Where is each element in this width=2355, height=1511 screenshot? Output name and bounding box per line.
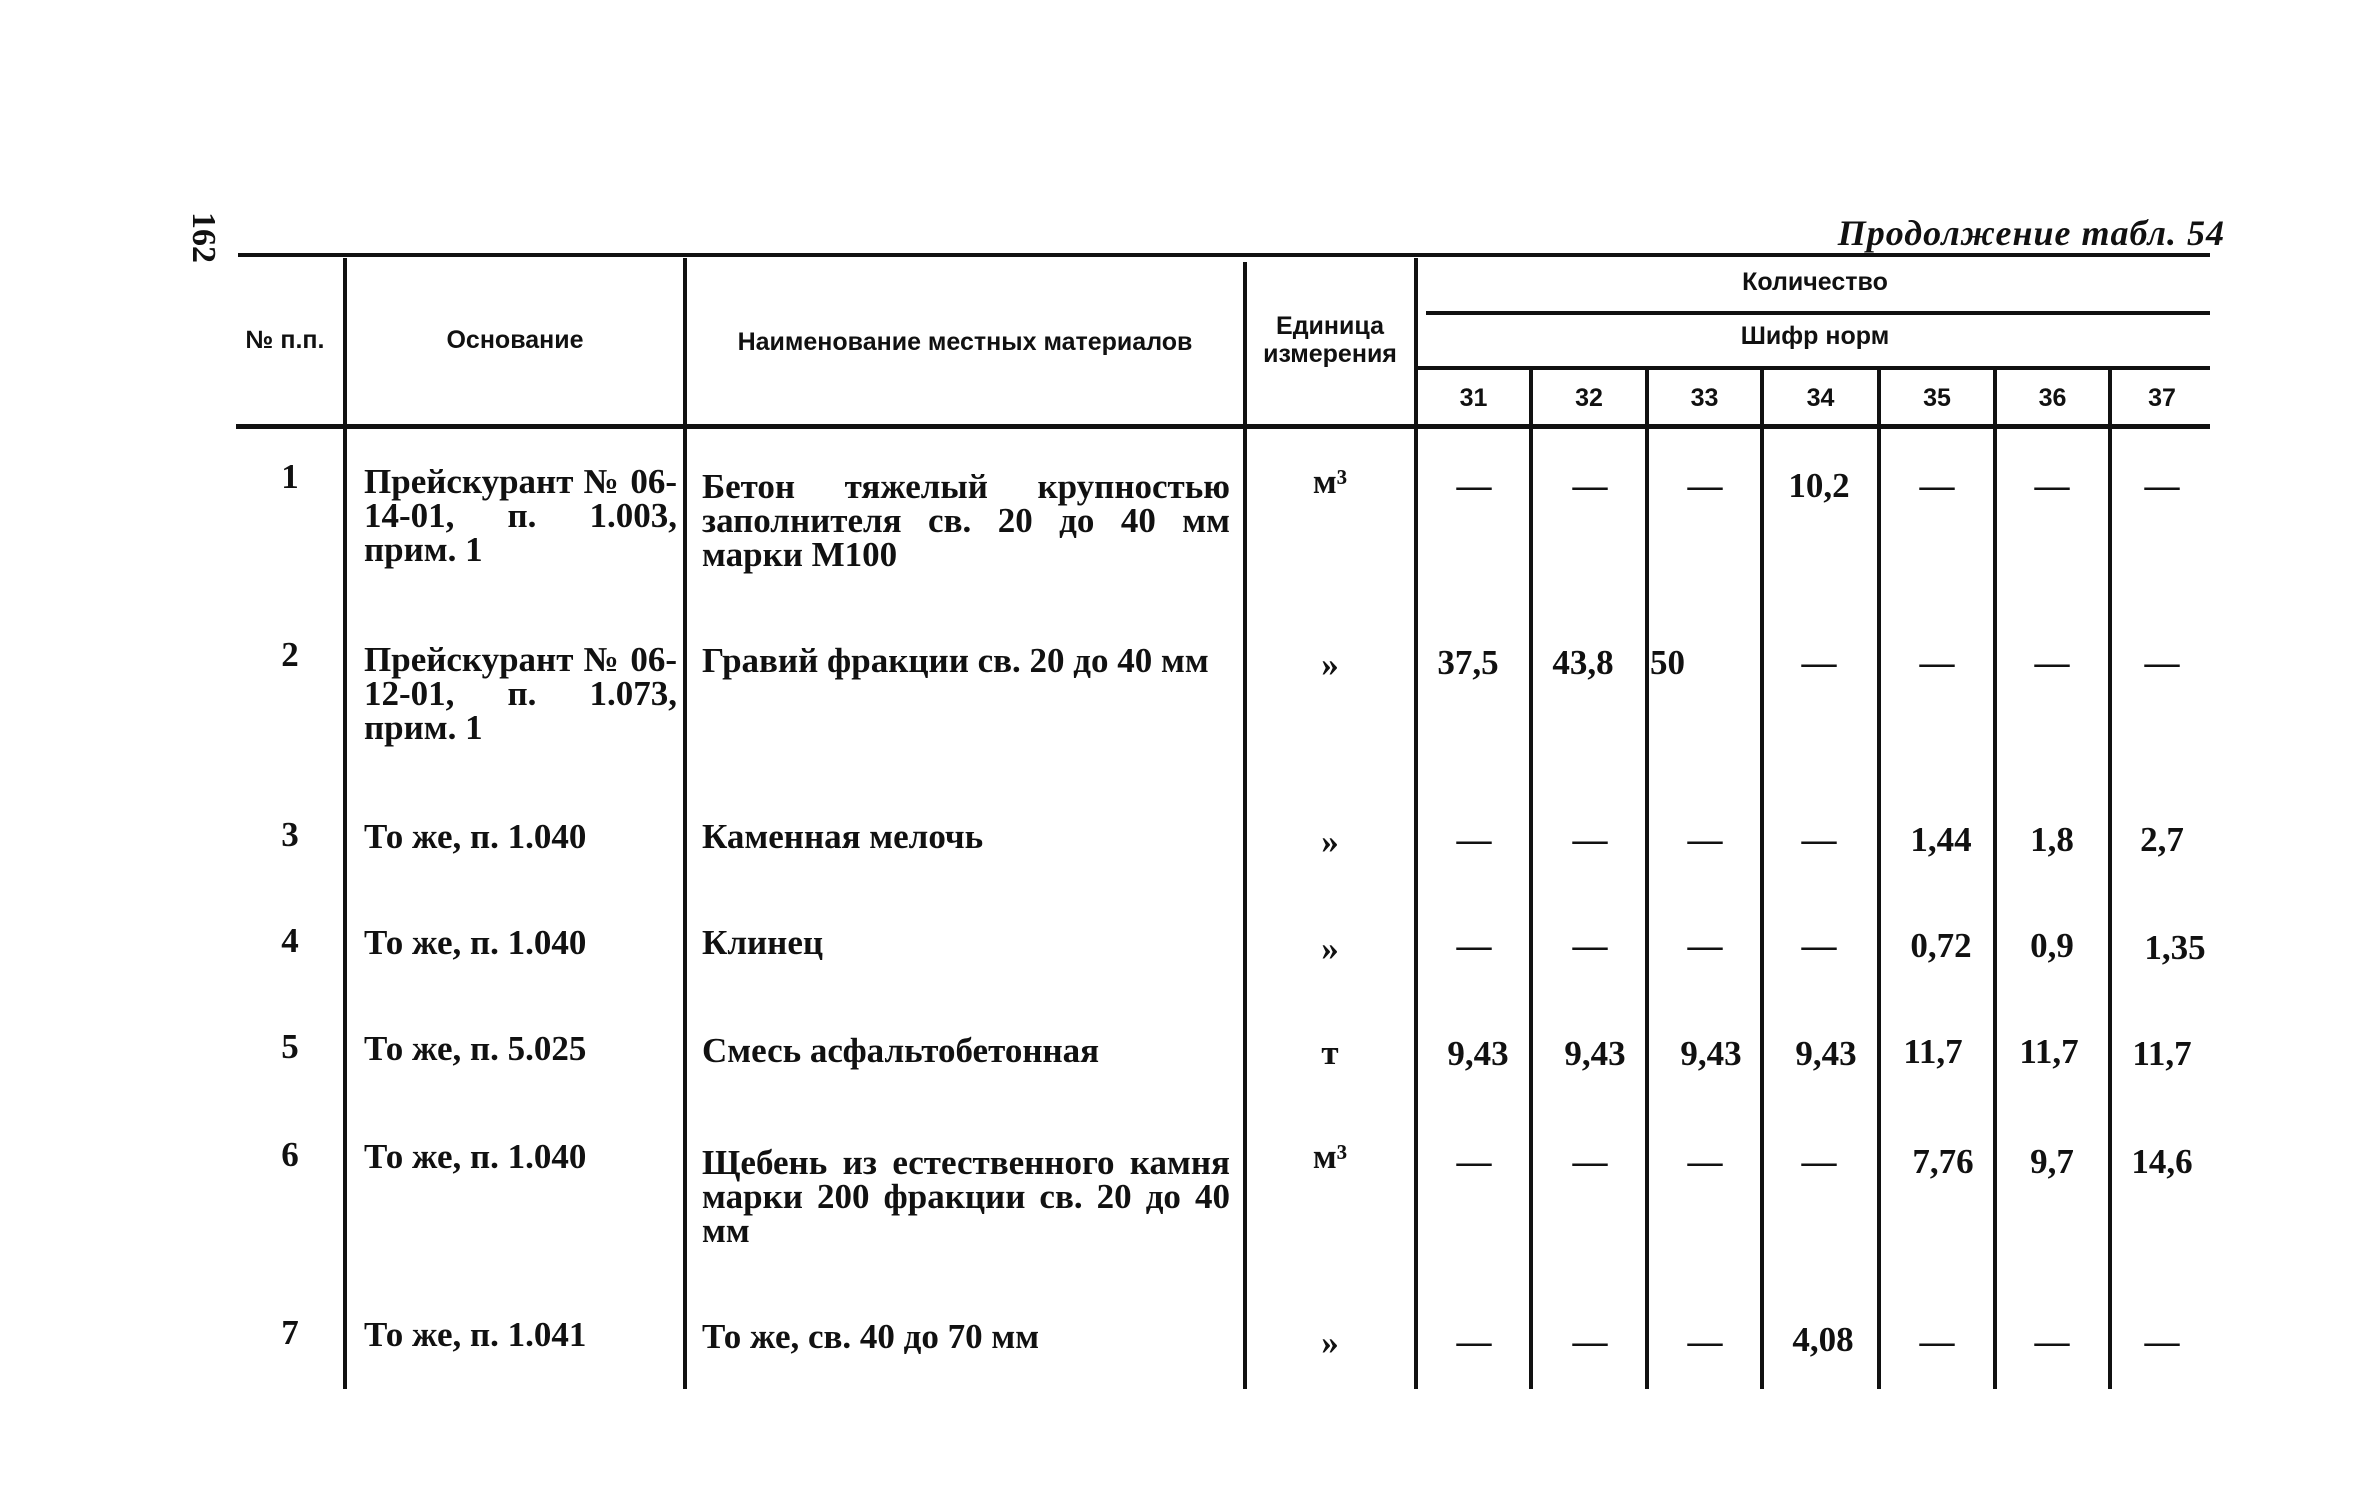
header-quantity: Количество (1742, 268, 1888, 296)
row-1-q-32: — (1572, 466, 1608, 505)
row-1-q-37: — (2144, 466, 2180, 505)
row-6-q-33: — (1687, 1142, 1723, 1181)
header-code-35: 35 (1923, 384, 1951, 412)
column-divider (1760, 368, 1764, 1389)
column-divider (1877, 368, 1881, 1389)
table-continuation-caption: Продолжение табл. 54 (1837, 213, 2225, 253)
column-divider (1993, 368, 1997, 1389)
row-6-q-35: 7,76 (1912, 1142, 1974, 1181)
row-5-q-35: 11,7 (1903, 1032, 1963, 1071)
row-4-q-35: 0,72 (1910, 926, 1972, 965)
row-5-q-33: 9,43 (1680, 1034, 1742, 1073)
row-2-name: Гравий фракции св. 20 до 40 мм (702, 641, 1209, 680)
row-7-q-34: 4,08 (1792, 1320, 1854, 1359)
row-2-q-37: — (2144, 643, 2180, 682)
header-basis: Основание (446, 326, 584, 354)
row-3-q-35: 1,44 (1910, 820, 1972, 859)
row-1-name: Бетон тяжелый крупностью заполнителя св. 20 до 40 мм марки М100 (702, 467, 1230, 574)
row-5-number: 5 (281, 1027, 299, 1066)
row-4-name: Клинец (702, 923, 824, 962)
row-5-basis: То же, п. 5.025 (364, 1029, 587, 1068)
row-3-name: Каменная мелочь (702, 817, 984, 856)
header-code-34: 34 (1806, 384, 1835, 412)
row-4-number: 4 (281, 921, 299, 960)
row-5-q-36: 11,7 (2019, 1032, 2079, 1071)
row-7-q-33: — (1687, 1322, 1723, 1361)
column-divider (1414, 258, 1418, 1389)
row-6-unit: м³ (1312, 1137, 1348, 1176)
row-1-basis: Прейскурант № 06-14-01, п. 1.003, прим. 1 (364, 462, 677, 569)
row-3-basis: То же, п. 1.040 (364, 817, 587, 856)
row-2-unit: » (1321, 645, 1339, 684)
row-7-number: 7 (281, 1313, 299, 1352)
row-3-q-36: 1,8 (2030, 820, 2074, 859)
row-6-name: Щебень из естественного камня марки 200 фракции св. 20 до 40 мм (702, 1143, 1230, 1250)
row-7-name: То же, св. 40 до 70 мм (702, 1317, 1040, 1356)
row-2-q-32: 43,8 (1552, 643, 1614, 682)
row-5-name: Смесь асфальтобетонная (702, 1031, 1100, 1070)
column-divider (1243, 262, 1247, 1389)
row-1-number: 1 (281, 457, 299, 496)
row-7-q-35: — (1919, 1322, 1955, 1361)
row-2-q-34: — (1801, 643, 1837, 682)
row-1-q-31: — (1456, 466, 1492, 505)
header-code-36: 36 (2038, 384, 2067, 412)
header-bottom-rule (236, 424, 2210, 429)
table-top-rule (238, 253, 2210, 257)
row-6-q-34: — (1801, 1142, 1837, 1181)
row-2-q-31: 37,5 (1437, 643, 1499, 682)
row-7-q-32: — (1572, 1322, 1608, 1361)
column-divider (1645, 368, 1649, 1389)
row-7-basis: То же, п. 1.041 (364, 1315, 587, 1354)
column-divider (1529, 368, 1533, 1389)
row-3-q-32: — (1572, 820, 1608, 859)
row-5-q-32: 9,43 (1564, 1034, 1626, 1073)
header-code-33: 33 (1690, 384, 1719, 412)
row-5-q-31: 9,43 (1447, 1034, 1509, 1073)
header-codes: Шифр норм (1740, 322, 1890, 350)
page-number: 162 (185, 212, 222, 263)
row-1-q-36: — (2034, 466, 2070, 505)
row-2-q-33: 50 (1650, 643, 1685, 682)
row-3-q-37: 2,7 (2140, 820, 2184, 859)
row-4-unit: » (1321, 929, 1339, 968)
row-6-basis: То же, п. 1.040 (364, 1137, 587, 1176)
row-7-unit: » (1321, 1323, 1339, 1362)
column-divider (343, 258, 347, 1389)
row-4-basis: То же, п. 1.040 (364, 923, 587, 962)
row-2-q-35: — (1919, 643, 1955, 682)
row-7-q-37: — (2144, 1322, 2180, 1361)
row-5-q-37: 11,7 (2132, 1034, 2192, 1073)
row-3-number: 3 (281, 815, 299, 854)
row-3-unit: » (1321, 822, 1339, 861)
codes-rule (1416, 366, 2210, 370)
row-4-q-37: 1,35 (2144, 928, 2206, 967)
row-2-number: 2 (281, 635, 299, 674)
row-3-q-31: — (1456, 820, 1492, 859)
row-1-q-34: 10,2 (1788, 466, 1850, 505)
row-4-q-31: — (1456, 926, 1492, 965)
row-1-q-33: — (1687, 466, 1723, 505)
column-divider (683, 258, 687, 1389)
header-number: № п.п. (245, 326, 325, 354)
header-unit: Единица измерения (1263, 312, 1397, 368)
row-6-number: 6 (281, 1135, 299, 1174)
row-5-q-34: 9,43 (1795, 1034, 1857, 1073)
row-7-q-36: — (2034, 1322, 2070, 1361)
header-code-31: 31 (1459, 384, 1488, 412)
row-7-q-31: — (1456, 1322, 1492, 1361)
row-1-unit: м³ (1312, 462, 1348, 501)
row-6-q-32: — (1572, 1142, 1608, 1181)
row-5-unit: т (1321, 1033, 1339, 1072)
row-6-q-36: 9,7 (2030, 1142, 2074, 1181)
row-4-q-33: — (1687, 926, 1723, 965)
row-1-q-35: — (1919, 466, 1955, 505)
header-code-32: 32 (1575, 384, 1603, 412)
row-3-q-33: — (1687, 820, 1723, 859)
header-material-name: Наименование местных материалов (737, 328, 1193, 356)
row-4-q-32: — (1572, 926, 1608, 965)
row-4-q-34: — (1801, 926, 1837, 965)
row-6-q-37: 14,6 (2131, 1142, 2193, 1181)
row-2-basis: Прейскурант № 06-12-01, п. 1.073, прим. 1 (364, 640, 677, 747)
header-code-37: 37 (2148, 384, 2176, 412)
row-6-q-31: — (1456, 1142, 1492, 1181)
row-3-q-34: — (1801, 820, 1837, 859)
quantity-rule (1426, 311, 2210, 315)
row-2-q-36: — (2034, 643, 2070, 682)
column-divider (2108, 368, 2112, 1389)
row-4-q-36: 0,9 (2030, 926, 2074, 965)
